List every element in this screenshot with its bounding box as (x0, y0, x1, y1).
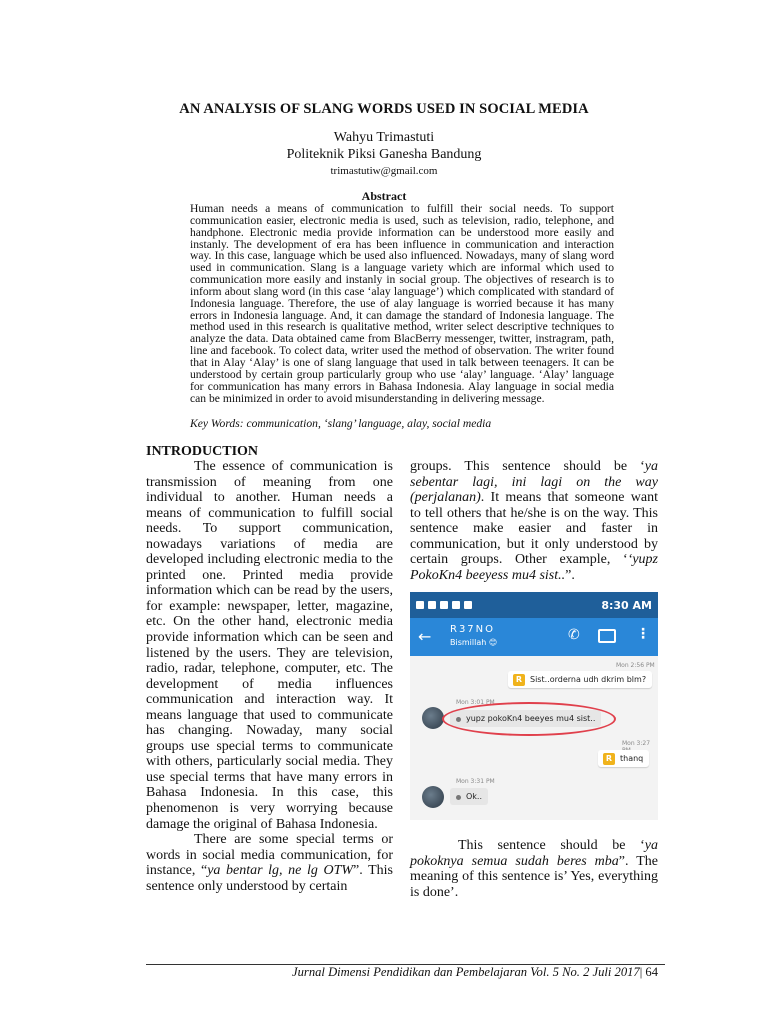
keywords-list: : communication, ‘slang’ language, alay, social media (239, 417, 492, 430)
right-slang-example: ‘yupz PokoKn4 beeyess mu4 sist.. (410, 552, 658, 583)
abstract-text: Human needs a means of communication to fulfill their social needs. To support communication easier, electronic media is used, such as television, radio, telephone, and handphone. Electronic media provide information can be understood more easily and instanly. The development of era has been influence in communication and interaction way. In this case, language which be used also influenced. Nowadays, many of slang word used in communication. Slang is a language variety which are informal which used to communication more easily and instanly in social group. The objectives of research is to inform about slang word (in this case ‘alay language’) which complicated with standard of Indonesia language. Therefore, the use of alay language is worried because it has many errors in Indonesia language. And, it can damage the standard of Indonesia language. The method used in this research is qualitative method, writer select descriptive techniques to analyze the data. Data obtained came from BlacBerry messenger, twitter, instragram, path, line and facebook. To colect data, writer used the method of observation. The writer found that in Alay ‘Alay’ is one of slang language that used in talk between teenagers. It can be understood by certain group particularly group who use ‘alay’ language. ‘Alay’ language for communication has many errors in Bahasa Indonesia. Alay language in social media can be minimized in order to avoid misunderstanding in delivering message. (190, 202, 614, 405)
right-standard-example: ya sebentar lagi, ini lagi on the way (perjalanan) (410, 459, 658, 506)
right-paragraph-2 (410, 838, 658, 900)
para2-text-b: ”. This sentence only understood by certain (146, 863, 393, 894)
abstract-heading: Abstract (361, 189, 407, 203)
right2-text-b: ”. The meaning of this sentence is’ Yes, everything is done’. (410, 853, 658, 900)
message-outgoing (508, 671, 652, 688)
section-heading: INTRODUCTION (146, 444, 259, 459)
right2-text-a: This sentence should be ‘ (458, 838, 645, 853)
chat-screenshot (410, 592, 658, 820)
avatar (422, 707, 444, 729)
left-column (146, 459, 393, 894)
highlight-circle (442, 702, 616, 736)
paper-title: AN ANALYSIS OF SLANG WORDS USED IN SOCIAL MEDIA (179, 101, 589, 117)
message-text: thanq (620, 754, 644, 763)
right2-standard-example: ya pokoknya semua sudah beres mba (410, 838, 658, 869)
status-time: 8:30 AM (601, 598, 652, 612)
message-text: Ok.. (466, 792, 483, 801)
right-text-a: groups. This sentence should be ‘ (410, 459, 645, 474)
right-text-c: ”. (565, 567, 575, 583)
chat-header (410, 618, 658, 656)
page-footer (292, 965, 658, 980)
message-time: Mon 3:31 PM (456, 778, 495, 785)
para2-text-a: There are some special terms or words in social media communication, for instance, “ (146, 832, 393, 879)
back-arrow-icon[interactable]: ← (418, 627, 432, 646)
status-bar (410, 592, 658, 618)
message-text: Sist..orderna udh dkrim blm? (530, 675, 647, 684)
keywords (190, 417, 620, 430)
notification-icon (452, 601, 460, 609)
chat-icon[interactable] (598, 629, 616, 643)
message-outgoing (598, 750, 649, 767)
keywords-label: Key Words (190, 417, 240, 430)
contact-name: R37NO (450, 624, 496, 635)
right-column-lower (410, 838, 658, 900)
message-incoming (450, 788, 488, 805)
right-paragraph (410, 459, 658, 583)
page-number: | 64 (639, 965, 658, 979)
more-options-icon[interactable]: ⋮ (636, 626, 650, 642)
contact-status: Bismillah 😊 (450, 638, 498, 647)
intro-paragraph-1: The essence of communication is transmission of meaning from one individual to another. Human needs a means of communication to fulfill social needs. To support communication, nowadays variations of media are developed including electronic media to the printed one. Printed media provide information which can be read by the users, for example: newspaper, letter, magazine, etc. On the other hand, electronic media provide information which can be seen and listened by the users. They are television, radio, radar, telephone, computer, etc. The development of media influences communication and interaction way. It means language that used to communicate has changing. Nowaday, many social groups use special terms to communicate with others, particularly social media. They use special terms that have many errors in Bahasa Indonesia. In this case, this phenomenon is very worrying because damage the original of Bahasa Indonesia. (146, 459, 393, 832)
read-status-icon: R (603, 753, 615, 765)
author-email: trimastutiw@gmail.com (330, 165, 438, 177)
message-dot-icon (456, 795, 461, 800)
message-time: Mon 3:01 PM (456, 699, 495, 706)
message-time: Mon 2:56 PM (616, 662, 655, 669)
right-text-b: . It means that someone want to tell others that he/she is on the way. This sentence make easier and faster in communication, but it only understood by certain groups. Other example, ‘ (410, 490, 658, 568)
intro-paragraph-2 (146, 832, 393, 894)
message-text: yupz pokoKn4 beeyes mu4 sist.. (466, 714, 596, 723)
twitter-icon (464, 601, 472, 609)
author-name: Wahyu Trimastuti (333, 130, 435, 145)
right-column (410, 459, 658, 583)
phone-icon[interactable]: ✆ (568, 627, 580, 643)
author-affiliation: Politeknik Piksi Ganesha Bandung (286, 147, 482, 162)
notification-icon (416, 601, 424, 609)
avatar (422, 786, 444, 808)
para2-slang-example: ya bentar lg, ne lg OTW (207, 863, 354, 879)
journal-name: Jurnal Dimensi Pendidikan dan Pembelajaran Vol. 5 No. 2 Juli 2017 (292, 965, 640, 979)
read-status-icon: R (513, 674, 525, 686)
notification-icon (428, 601, 436, 609)
message-time: Mon 3:27 (622, 740, 651, 747)
mail-icon (440, 601, 448, 609)
